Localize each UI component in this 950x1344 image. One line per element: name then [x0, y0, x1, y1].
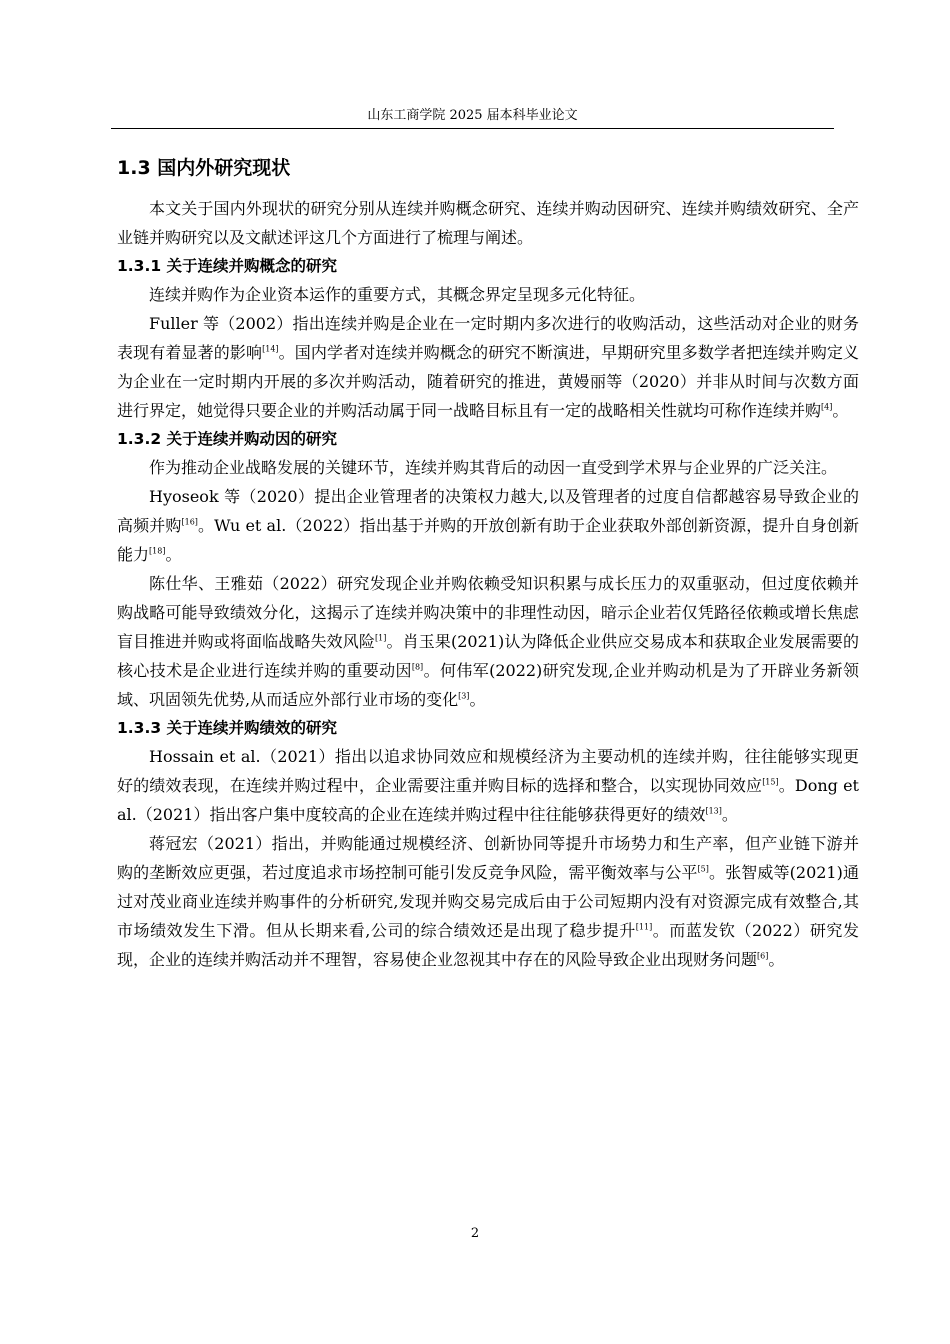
section-title: 1.3 国内外研究现状 — [117, 157, 291, 179]
header-rule — [111, 128, 834, 129]
citation: [8] — [411, 662, 424, 672]
page-content — [117, 150, 859, 974]
citation: [4] — [821, 402, 833, 412]
subsection-title-1-3-3: 1.3.3 关于连续并购绩效的研究 — [117, 719, 338, 737]
text-run: 。而蓝发钦（2022）研究发现，企业的连续并购活动并不理智，容易使企业忽视其中存在的风险导致企业出现财务问题 — [117, 921, 859, 969]
text-run: 蒋冠宏（2021）指出，并购能通过规模经济、创新协同等提升市场势力和生产率，但产业链下游并购的垄断效应更强，若过度追求市场控制可能引发反竞争风险，需平衡效率与公平 — [117, 834, 859, 882]
text-run: 陈仕华、王雅茹（2022）研究发现企业并购依赖受知识积累与成长压力的双重驱动，但过度依赖并购战略可能导致绩效分化，这揭示了连续并购决策中的非理性动因，暗示企业若仅凭路径依赖或增长焦虑盲目推进并购或将面临战略失效风险 — [117, 574, 859, 651]
citation: [14] — [262, 344, 279, 354]
text-run: 。 — [768, 950, 785, 969]
text-run: 。Dong et al.（2021）指出客户集中度较高的企业在连续并购过程中往往能够获得更好的绩效 — [117, 776, 859, 824]
paragraph — [117, 569, 859, 714]
citation: [6] — [757, 951, 769, 961]
citation: [16] — [181, 517, 198, 527]
intro-paragraph: 本文关于国内外现状的研究分别从连续并购概念研究、连续并购动因研究、连续并购绩效研究、全产业链并购研究以及文献述评这几个方面进行了梳理与阐述。 — [117, 199, 859, 247]
text-run: 。Wu et al.（2022）指出基于并购的开放创新有助于企业获取外部创新资源，提升自身创新能力 — [117, 516, 859, 564]
citation: [5] — [697, 864, 709, 874]
citation: [11] — [635, 922, 653, 932]
text-run: 。 — [721, 805, 738, 824]
text-run: 。肖玉果(2021)认为降低企业供应交易成本和获取企业发展需要的核心技术是企业进行连续并购的重要动因 — [117, 632, 859, 680]
text-run: 。何伟军(2022)研究发现,企业并购动机是为了开辟业务新领域、巩固领先优势,从而适应外部行业市场的变化 — [117, 661, 859, 709]
text-run: Fuller 等（2002）指出连续并购是企业在一定时期内多次进行的收购活动，这些活动对企业的财务表现有着显著的影响 — [117, 314, 859, 362]
citation: [13] — [705, 806, 722, 816]
paragraph: 连续并购作为企业资本运作的重要方式，其概念界定呈现多元化特征。 — [149, 285, 646, 304]
citation: [3] — [458, 691, 470, 701]
text-run: 。 — [469, 690, 486, 709]
page-number: 2 — [470, 1226, 480, 1241]
paragraph — [117, 742, 859, 829]
text-run: 。国内学者对连续并购概念的研究不断演进，早期研究里多数学者把连续并购定义为企业在一定时期内开展的多次并购活动，随着研究的推进，黄嫚丽等（2020）并非从时间与次数方面进行界定，她觉得只要企业的并购活动属于同一战略目标且有一定的战略相关性就均可称作连续并购 — [117, 343, 859, 420]
paragraph: 作为推动企业战略发展的关键环节，连续并购其背后的动因一直受到学术界与企业界的广泛关注。 — [149, 458, 838, 477]
subsection-title-1-3-2: 1.3.2 关于连续并购动因的研究 — [117, 430, 338, 448]
paragraph — [117, 829, 859, 974]
text-run: Hossain et al.（2021）指出以追求协同效应和规模经济为主要动机的连续并购，往往能够实现更好的绩效表现，在连续并购过程中，企业需要注重并购目标的选择和整合，以实现协同效应 — [117, 747, 859, 795]
text-run: 。 — [832, 401, 849, 420]
text-run: Hyoseok 等（2020）提出企业管理者的决策权力越大,以及管理者的过度自信都越容易导致企业的高频并购 — [117, 487, 859, 535]
running-header: 山东工商学院 2025 届本科毕业论文 — [367, 108, 578, 123]
subsection-title-1-3-1: 1.3.1 关于连续并购概念的研究 — [117, 257, 338, 275]
paragraph — [117, 309, 859, 425]
text-run: 。 — [165, 545, 182, 564]
citation: [1] — [375, 633, 387, 643]
citation: [15] — [762, 777, 779, 787]
text-run: 。张智威等(2021)通过对茂业商业连续并购事件的分析研究,发现并购交易完成后由于公司短期内没有对资源完成有效整合,其市场绩效发生下滑。但从长期来看,公司的综合绩效还是出现了稳步提升 — [117, 863, 859, 940]
citation: [18] — [149, 546, 166, 556]
paragraph — [117, 482, 859, 569]
